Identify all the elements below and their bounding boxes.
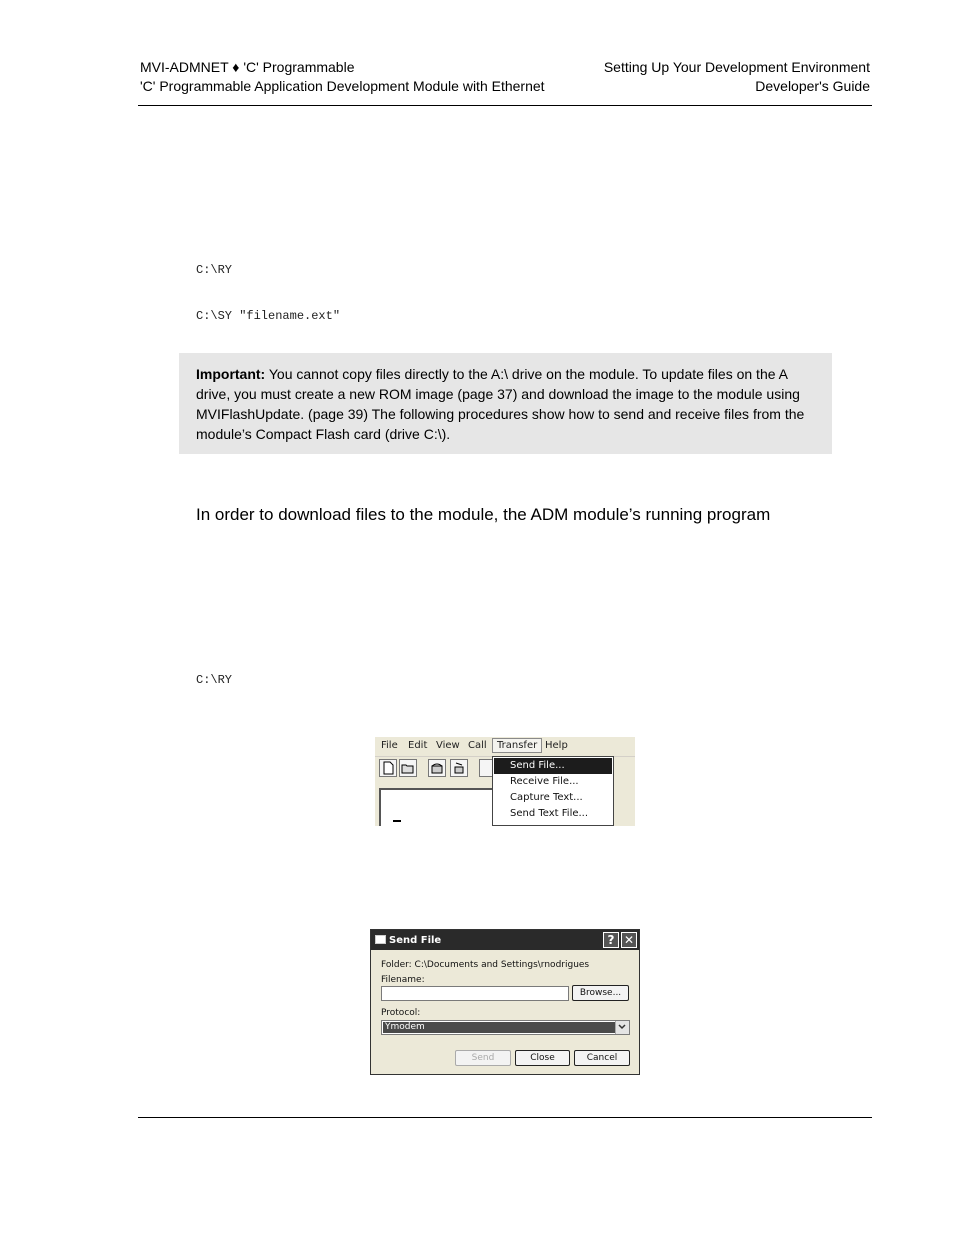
cancel-button[interactable]: Cancel (574, 1050, 630, 1066)
code-receive-command: C:\RY (196, 263, 233, 277)
important-body: You cannot copy files directly to the A:\ drive on the module. To update files on the A drive, you must create a new ROM image (page 37) and download the image to the module using MVIFlashUpdate. (page 39) The following procedures show how to send and receive files from the module’s Compact Flash card (drive C:\). (196, 366, 805, 442)
disconnect-icon[interactable] (450, 759, 468, 777)
header-left-line2: 'C' Programmable Application Development Module with Ethernet (140, 78, 545, 94)
transfer-dropdown (492, 756, 614, 826)
close-button[interactable]: Close (515, 1050, 570, 1066)
menu-view[interactable]: View (436, 740, 460, 751)
header-right-line1: Setting Up Your Development Environment (603, 59, 870, 75)
important-note-text (196, 364, 821, 444)
important-label: Important: (196, 366, 266, 382)
window-icon (375, 935, 386, 944)
menu-item-send-file[interactable]: Send File... (494, 758, 612, 774)
new-file-icon[interactable] (379, 759, 397, 777)
menu-item-receive-file[interactable]: Receive File... (510, 776, 579, 787)
menu-bar (375, 737, 635, 757)
body-paragraph: In order to download files to the module, the ADM module’s running program (196, 505, 771, 524)
close-window-button[interactable]: ✕ (621, 932, 637, 948)
help-button[interactable]: ? (603, 932, 619, 948)
code-receive-command-2: C:\RY (196, 673, 233, 687)
menu-edit[interactable]: Edit (408, 740, 428, 751)
important-note (179, 353, 832, 454)
phone-icon[interactable] (428, 759, 446, 777)
menu-transfer[interactable]: Transfer (492, 738, 542, 753)
header-right-line2: Developer's Guide (755, 78, 870, 94)
transfer-menu-screenshot (375, 737, 635, 826)
protocol-value: Ymodem (383, 1022, 615, 1033)
send-button[interactable]: Send (455, 1050, 511, 1066)
send-file-dialog (370, 929, 640, 1075)
footer-rule (138, 1117, 872, 1118)
open-folder-icon[interactable] (399, 759, 417, 777)
dialog-title: Send File (389, 935, 442, 946)
code-send-command: C:\SY "filename.ext" (196, 309, 341, 323)
protocol-select[interactable] (381, 1020, 630, 1035)
properties-icon[interactable] (479, 759, 493, 777)
filename-label: Filename: (381, 975, 425, 985)
menu-item-send-text-file[interactable]: Send Text File... (510, 808, 589, 819)
terminal-cursor (393, 820, 401, 822)
protocol-label: Protocol: (381, 1008, 421, 1018)
menu-call[interactable]: Call (468, 740, 487, 751)
menu-item-capture-text[interactable]: Capture Text... (510, 792, 583, 803)
header-rule (138, 105, 872, 106)
chevron-down-icon[interactable] (615, 1021, 629, 1034)
menu-help[interactable]: Help (545, 740, 568, 751)
folder-label: Folder: C:\Documents and Settings\rnodrigues (381, 960, 590, 970)
menu-file[interactable]: File (381, 740, 398, 751)
header-left-line1: MVI-ADMNET ♦ 'C' Programmable (140, 59, 355, 75)
filename-input[interactable] (381, 986, 569, 1001)
browse-button[interactable]: Browse... (572, 985, 629, 1001)
dialog-title-bar (371, 930, 639, 950)
